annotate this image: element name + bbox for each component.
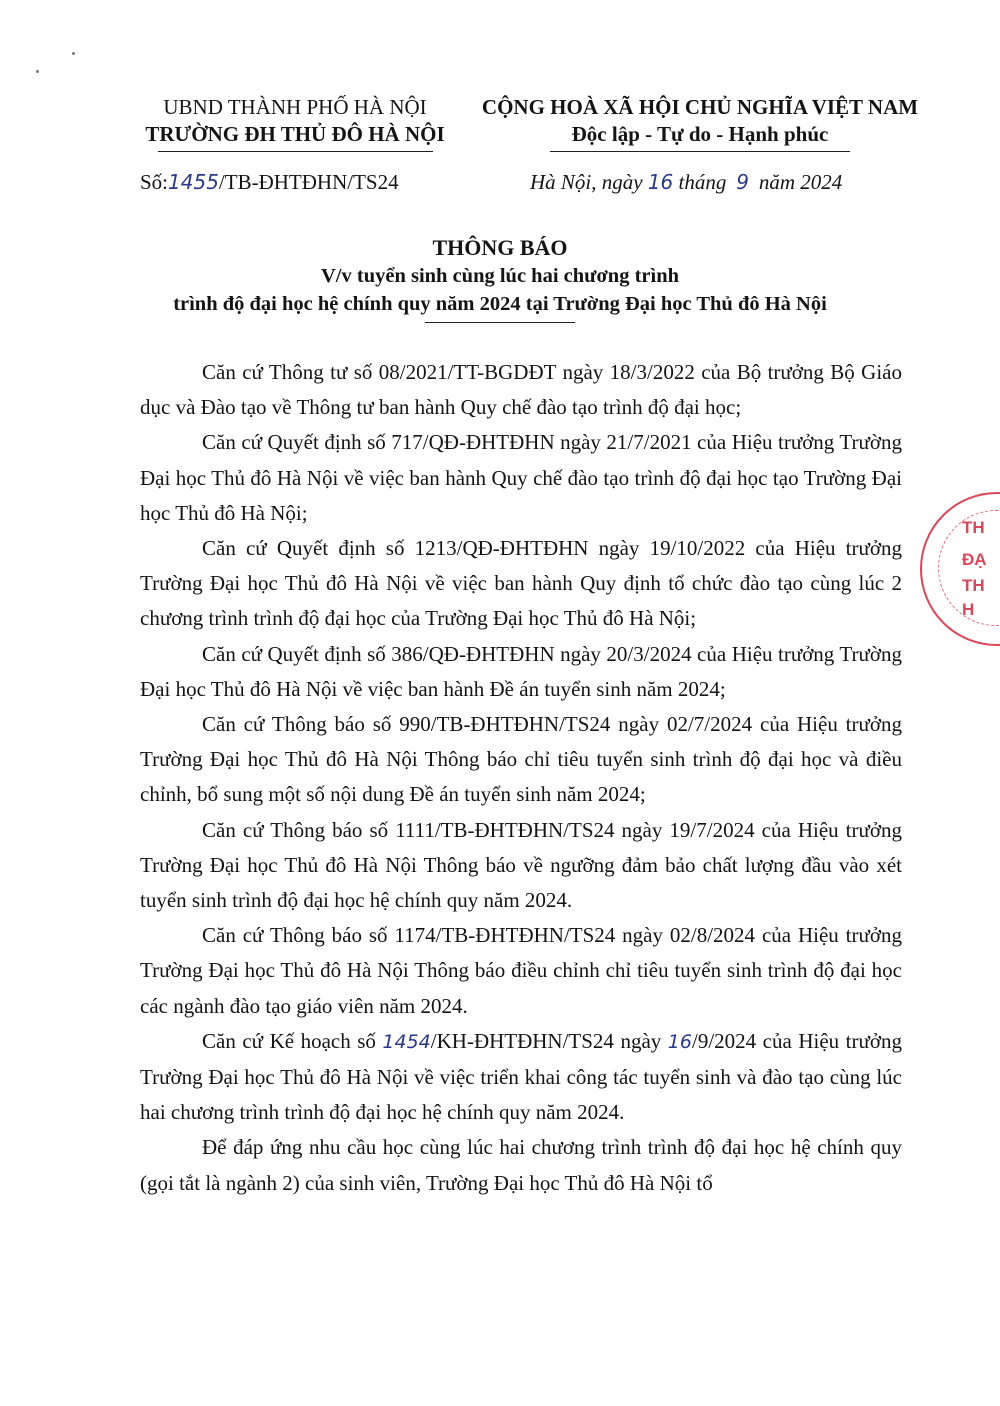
title-main: THÔNG BÁO [432, 235, 568, 260]
paragraph-legal-basis-5: Căn cứ Thông báo số 990/TB-ĐHTĐHN/TS24 ngày 02/7/2024 của Hiệu trưởng Trường Đại học Thủ đô Hà Nội Thông báo chỉ tiêu tuyển sinh trình độ đại học và điều chỉnh, bổ sung một số nội dung Đề án tuyển sinh năm 2024; [140, 712, 902, 807]
paragraph-legal-basis-3: Căn cứ Quyết định số 1213/QĐ-ĐHTĐHN ngày 19/10/2022 của Hiệu trưởng Trường Đại học Thủ đô Hà Nội về việc ban hành Quy định tổ chức đào tạo cùng lúc 2 chương trình trình độ đại học của Trường Đại học Thủ đô Hà Nội; [140, 536, 902, 631]
nation-line-1: CỘNG HOÀ XÃ HỘI CHỦ NGHĨA VIỆT NAM [481, 95, 919, 119]
paragraph-legal-basis-4: Căn cứ Quyết định số 386/QĐ-ĐHTĐHN ngày 20/3/2024 của Hiệu trưởng Trường Đại học Thủ đô Hà Nội về việc ban hành Đề án tuyển sinh năm 2024; [140, 641, 902, 701]
doc-number-prefix: Số: [140, 170, 169, 194]
national-motto [460, 94, 940, 152]
p8-text-a: Căn cứ Kế hoạch số [202, 1028, 383, 1053]
issuing-organization [120, 94, 470, 152]
paragraph-legal-basis-2: Căn cứ Quyết định số 717/QĐ-ĐHTĐHN ngày 21/7/2021 của Hiệu trưởng Trường Đại học Thủ đô Hà Nội về việc ban hành Quy chế đào tạo trình độ đại học tạo Trường Đại học Thủ đô Hà Nội; [140, 430, 902, 525]
scan-speck [72, 52, 75, 55]
document-body [140, 355, 902, 1201]
seal-text: TH [962, 576, 985, 595]
org-line-2: TRƯỜNG ĐH THỦ ĐÔ HÀ NỘI [145, 122, 445, 146]
divider [550, 151, 850, 152]
plan-day-handwritten: 16 [667, 1030, 692, 1053]
paragraph-purpose: Để đáp ứng nhu cầu học cùng lúc hai chương trình trình độ đại học hệ chính quy (gọi tắt là ngành 2) của sinh viên, Trường Đại học Thủ đô Hà Nội tổ [140, 1135, 902, 1195]
p8-text-e: /9/2024 của Hiệu trưởng Trường Đại học Thủ đô Hà Nội về việc triển khai công tác tuyển sinh và đào tạo cùng lúc hai chương trình trình độ đại học hệ chính quy năm 2024. [140, 1028, 902, 1125]
paragraph-legal-basis-1: Căn cứ Thông tư số 08/2021/TT-BGDĐT ngày 18/3/2022 của Bộ trưởng Bộ Giáo dục và Đào tạo về Thông tư ban hành Quy chế đào tạo trình độ đại học; [140, 360, 902, 420]
seal-text: TH [962, 518, 985, 537]
seal-text: H [962, 600, 975, 619]
title-subject-2: trình độ đại học hệ chính quy năm 2024 tại Trường Đại học Thủ đô Hà Nội [173, 293, 827, 315]
org-line-1: UBND THÀNH PHỐ HÀ NỘI [163, 95, 427, 119]
document-number [140, 170, 399, 195]
nation-line-2: Độc lập - Tự do - Hạnh phúc [571, 122, 829, 146]
title-subject-1: V/v tuyển sinh cùng lúc hai chương trình [321, 265, 679, 287]
plan-number-handwritten: 1454 [382, 1030, 431, 1053]
seal-text: ĐẠ [962, 550, 987, 569]
place-date [530, 170, 842, 195]
month-label: tháng [673, 170, 732, 194]
scan-speck [36, 70, 39, 73]
place-date-prefix: Hà Nội, ngày [530, 170, 648, 194]
paragraph-legal-basis-7: Căn cứ Thông báo số 1174/TB-ĐHTĐHN/TS24 ngày 02/8/2024 của Hiệu trưởng Trường Đại học Thủ đô Hà Nội Thông báo điều chỉnh chỉ tiêu tuyển sinh trình độ đại học các ngành đào tạo giáo viên năm 2024. [140, 923, 902, 1018]
divider [425, 322, 575, 323]
paragraph-legal-basis-8 [140, 1024, 902, 1131]
paragraph-legal-basis-6: Căn cứ Thông báo số 1111/TB-ĐHTĐHN/TS24 ngày 19/7/2024 của Hiệu trưởng Trường Đại học Thủ đô Hà Nội Thông báo về ngưỡng đảm bảo chất lượng đầu vào xét tuyển sinh trình độ đại học hệ chính quy năm 2024. [140, 817, 902, 913]
p8-text-c: /KH-ĐHTĐHN/TS24 ngày [430, 1028, 668, 1053]
document-title [100, 234, 900, 323]
date-day-handwritten: 16 [647, 170, 674, 194]
official-seal-stamp [920, 492, 1000, 646]
divider [158, 151, 433, 152]
date-month-handwritten: 9 [736, 170, 749, 194]
doc-number-suffix: /TB-ĐHTĐHN/TS24 [218, 170, 399, 194]
year-label: năm 2024 [753, 170, 843, 194]
doc-number-handwritten: 1455 [168, 170, 219, 194]
